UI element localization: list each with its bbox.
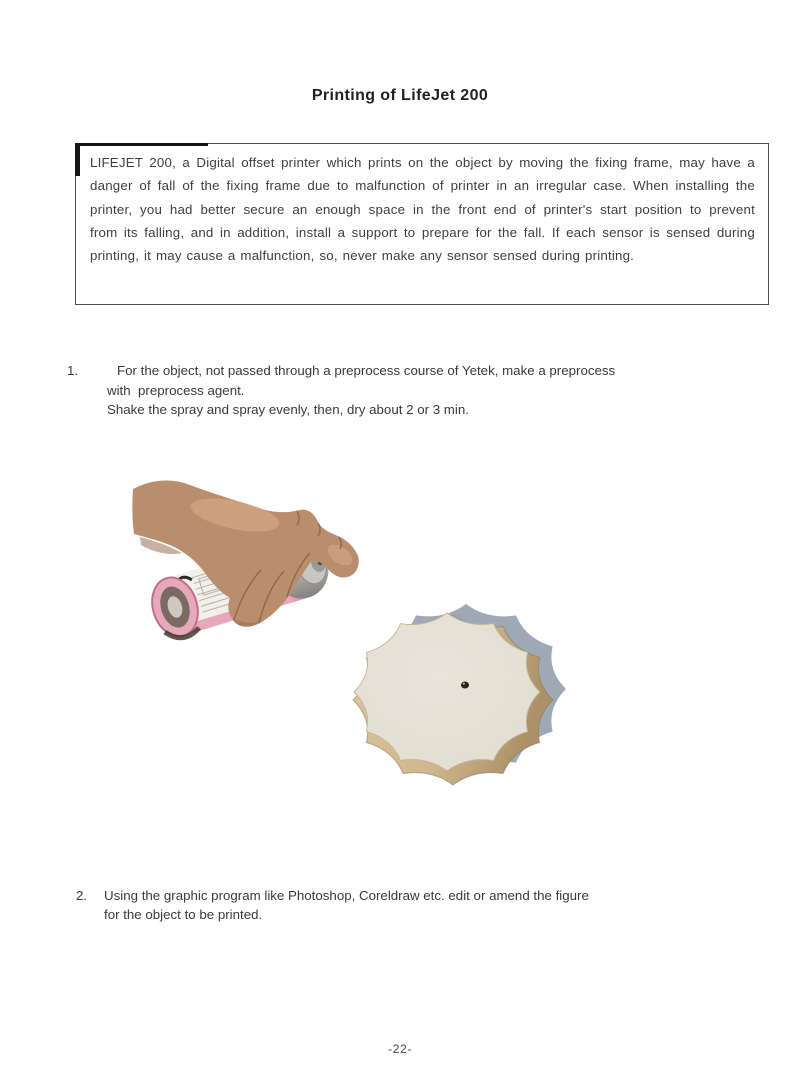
step-1-line: Shake the spray and spray evenly, then, dry about 2 or 3 min. — [107, 402, 469, 418]
step-2-line: Using the graphic program like Photoshop, Coreldraw etc. edit or amend the figure — [104, 888, 589, 903]
page-number: -22- — [388, 1042, 412, 1056]
step-1 — [67, 361, 707, 420]
warning-text-line: printer, you had better secure an enough space in the front end of printer's start position to prevent — [90, 201, 755, 217]
plaque-hole-glint — [463, 683, 465, 685]
step-2 — [76, 886, 724, 924]
step-1-text — [107, 361, 707, 420]
warning-text-line: danger of fall of the fixing frame due to malfunction of printer in an irregular case. When installing the — [90, 178, 755, 194]
step-2-text — [104, 886, 724, 924]
wooden-plaque — [353, 604, 566, 785]
step-1-line: with preprocess agent. — [107, 382, 245, 398]
warning-text-line: from its falling, and in addition, install a support to prepare for the fall. If each sensor is sensed during — [90, 224, 755, 240]
step-2-number: 2. — [76, 888, 88, 903]
warning-text-line: printing, it may cause a malfunction, so, never make any sensor sensed during printing. — [90, 248, 635, 264]
step-1-number: 1. — [67, 363, 79, 378]
plaque-hole — [461, 682, 469, 689]
step-2-line: for the object to be printed. — [104, 907, 263, 922]
warning-text-line: LIFEJET 200, a Digital offset printer which prints on the object by moving the fixing frame, may have a — [90, 155, 755, 170]
warning-box-left-accent — [75, 143, 80, 176]
warning-box — [75, 143, 769, 305]
warning-box-top-accent — [75, 143, 208, 146]
figure-photo — [115, 462, 615, 800]
page-title: Printing of LifeJet 200 — [311, 87, 489, 104]
step-1-line: For the object, not passed through a preprocess course of Yetek, make a preprocess — [117, 363, 616, 378]
